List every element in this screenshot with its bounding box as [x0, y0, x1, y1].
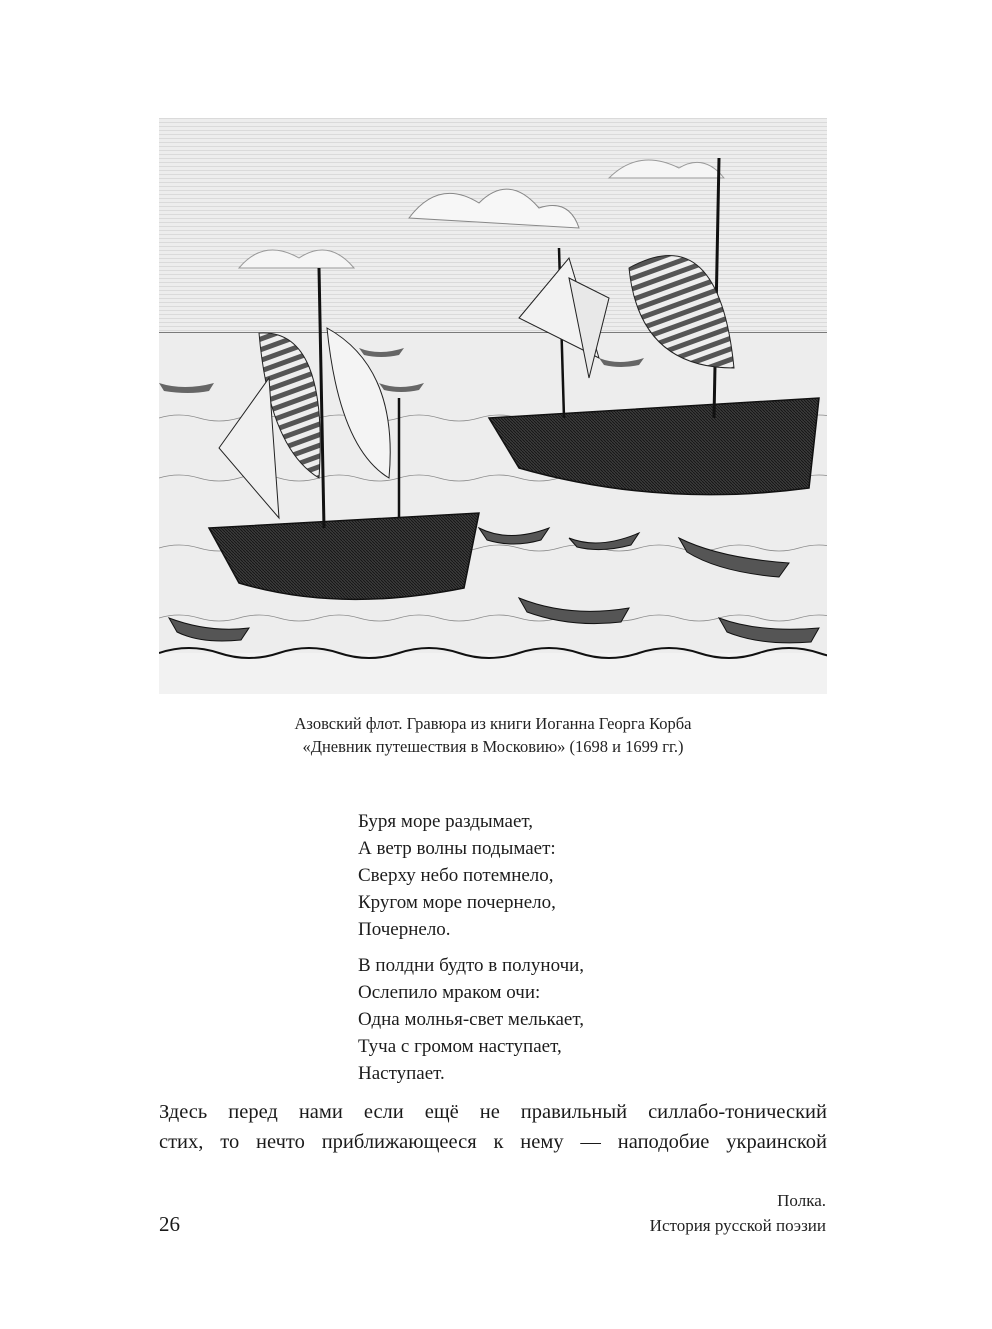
- footer-series: Полка.: [777, 1191, 826, 1210]
- caption-line: Азовский флот. Гравюра из книги Иоганна Георга Корба: [294, 714, 692, 733]
- azov-fleet-engraving: [159, 118, 827, 694]
- page-number: 26: [159, 1212, 180, 1236]
- poem-line: В полдни будто в полуночи,: [358, 955, 585, 976]
- poem-stanza: [358, 808, 828, 943]
- poem-line: Сверху небо потемнело,: [358, 865, 554, 886]
- poem-line: Ослепило мраком очи:: [358, 982, 541, 1003]
- figure-caption: [159, 712, 827, 758]
- engraving-figure: [159, 118, 827, 694]
- poem-line: А ветр волны подымает:: [358, 838, 556, 859]
- paragraph-line: стих, то нечто приближающееся к нему — наподобие украинской: [159, 1131, 827, 1153]
- body-paragraph: [159, 1097, 827, 1157]
- poem-line: Наступает.: [358, 1063, 445, 1084]
- poem-line: Почернело.: [358, 919, 451, 940]
- paragraph-line: Здесь перед нами если ещё не правильный силлабо-тонический: [159, 1101, 827, 1123]
- poem-line: Кругом море почернело,: [358, 892, 556, 913]
- running-footer: [650, 1188, 826, 1238]
- caption-line: «Дневник путешествия в Московию» (1698 и 1699 гг.): [302, 737, 684, 756]
- poem-line: Буря море раздымает,: [358, 811, 534, 832]
- poem-stanza: [358, 952, 828, 1087]
- poem: [358, 808, 828, 1096]
- poem-line: Туча с громом наступает,: [358, 1036, 562, 1057]
- footer-title: История русской поэзии: [649, 1216, 826, 1235]
- poem-line: Одна молнья-свет мелькает,: [358, 1009, 584, 1030]
